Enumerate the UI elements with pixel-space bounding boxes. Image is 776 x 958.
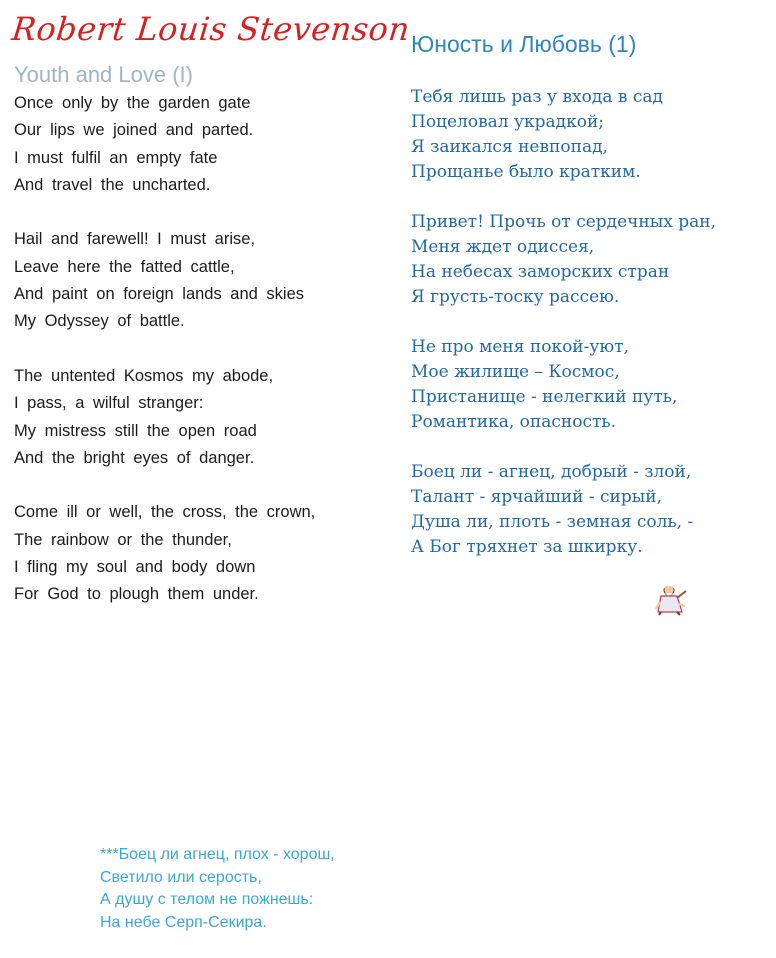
russian-poem-title: Юность и Любовь (1) (411, 31, 637, 57)
poem-line: And travel the uncharted. (14, 175, 211, 194)
stanza (411, 86, 716, 186)
english-poem (14, 92, 315, 611)
poem-line: Я грусть-тоску рассею. (411, 287, 620, 307)
poem-line: Я заикался невпопад, (411, 137, 608, 157)
old-man-figure-icon (655, 582, 689, 616)
poem-line: Once only by the garden gate (14, 94, 251, 112)
poem-line: Поцеловал украдкой; (411, 112, 605, 132)
stanza (411, 461, 716, 561)
poem-line: I pass, a wilful stranger: (14, 394, 204, 413)
poem-line: Душа ли, плоть - земная соль, - (411, 512, 694, 532)
stanza (411, 211, 716, 311)
poem-line: Come ill or well, the cross, the crown, (14, 503, 316, 522)
stanza (14, 228, 315, 337)
poem-line: Не про меня покой-уют, (411, 337, 629, 357)
poem-line: Талант - ярчайший - сирый, (411, 487, 663, 507)
poem-line: Романтика, опасность. (411, 412, 617, 432)
english-poem-title: Youth and Love (I) (14, 62, 193, 87)
poem-line: Боец ли - агнец, добрый - злой, (411, 462, 692, 482)
footnote (100, 845, 335, 936)
poem-line: Тебя лишь раз у входа в сад (411, 87, 663, 107)
stanza (14, 92, 315, 201)
footnote-line: Светило или серость, (100, 868, 262, 886)
poem-line: Our lips we joined and parted. (14, 121, 254, 140)
poem-line: Leave here the fatted cattle, (14, 257, 235, 276)
poem-line: Привет! Прочь от сердечных ран, (411, 212, 717, 232)
poem-line: Hail and farewell! I must arise, (14, 230, 256, 249)
poem-line: Прощанье было кратким. (411, 162, 641, 182)
poem-line: My mistress still the open road (14, 421, 257, 440)
stanza (14, 501, 315, 610)
poem-line: The untented Kosmos my abode, (14, 366, 274, 385)
stanza (411, 336, 716, 436)
poem-line: Меня ждет одиссея, (411, 237, 595, 257)
poem-line: А Бог тряхнет за шкирку. (411, 537, 643, 557)
russian-poem (411, 86, 716, 561)
author-name: Robert Louis Stevenson (10, 10, 412, 48)
poem-line: For God to plough them under. (14, 585, 259, 604)
footnote-line: На небе Серп-Секира. (100, 914, 267, 932)
poem-line: На небесах заморских стран (411, 262, 670, 282)
poem-line: I must fulfil an empty fate (14, 148, 218, 167)
poem-line: And the bright eyes of danger. (14, 448, 255, 467)
poem-line: The rainbow or the thunder, (14, 530, 232, 549)
poem-line: Пристанище - нелегкий путь, (411, 387, 678, 407)
poem-line: I fling my soul and body down (14, 558, 256, 577)
stanza (14, 365, 315, 474)
poem-line: Мое жилище – Космос, (411, 362, 620, 382)
footnote-line: А душу с телом не пожнешь: (100, 891, 314, 909)
poem-line: And paint on foreign lands and skies (14, 285, 305, 304)
footnote-line: ***Боец ли агнец, плох - хорош, (100, 846, 335, 863)
poem-line: My Odyssey of battle. (14, 312, 185, 331)
